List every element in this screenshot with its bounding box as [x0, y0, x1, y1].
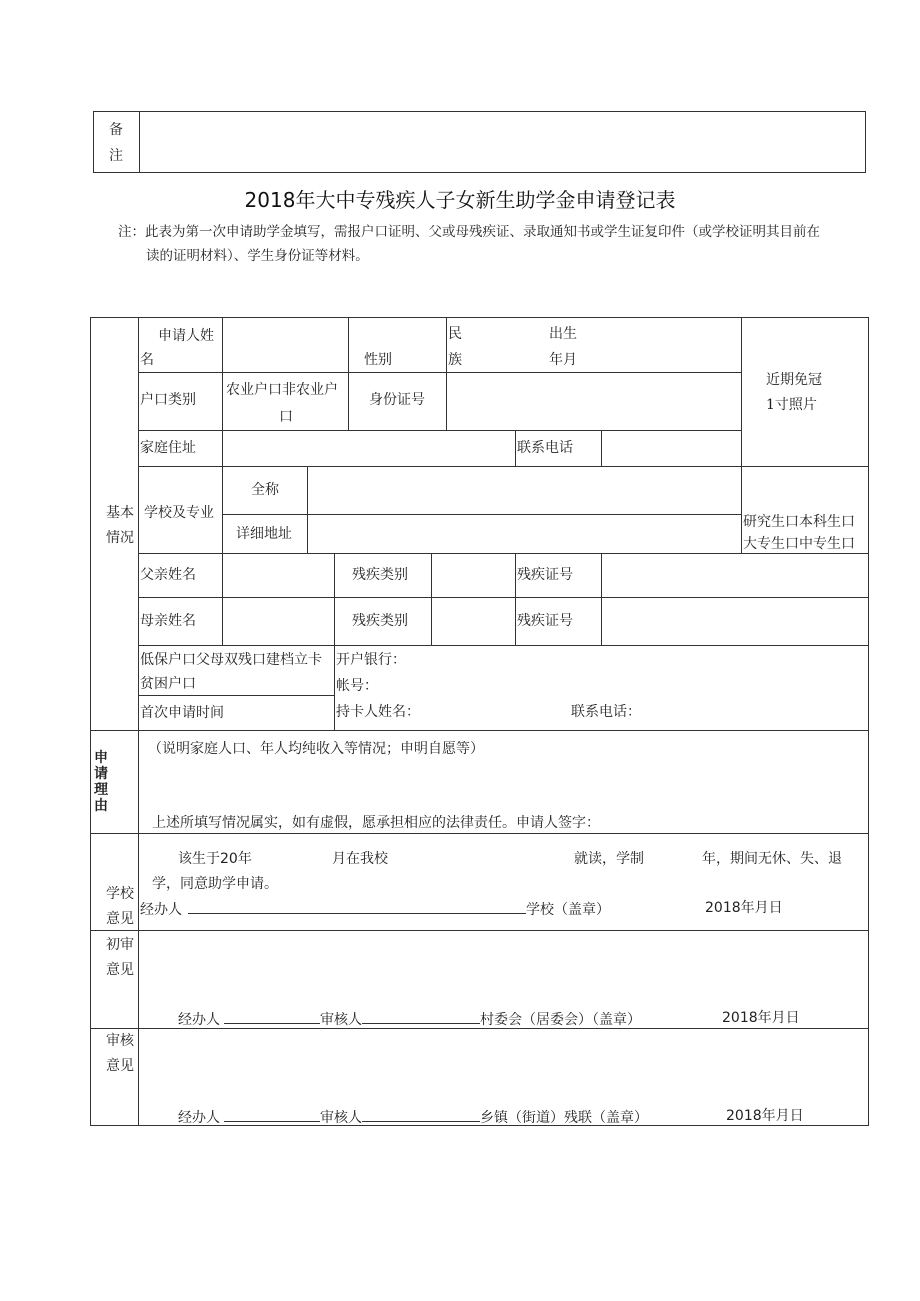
- bank-label: 开户银行：: [336, 652, 406, 668]
- divider-basic-end: [90, 730, 869, 731]
- vline-phone-label: [515, 430, 516, 466]
- applicant-name-label-2: 名: [140, 352, 154, 368]
- final-reviewer-signature-line[interactable]: [362, 1108, 480, 1122]
- mother-name-label: 母亲姓名: [140, 613, 196, 629]
- divider-low-income: [138, 695, 334, 696]
- initial-reviewer-signature-line[interactable]: [362, 1010, 480, 1024]
- low-income-options-2[interactable]: 贫困户口: [140, 676, 196, 692]
- initial-review-sign-row: [178, 1010, 641, 1029]
- initial-handler-label: 经办人: [178, 1012, 220, 1028]
- father-disability-cert-label: 残疾证号: [517, 567, 573, 583]
- education-level-options-1[interactable]: 研究生口本科生口: [743, 514, 855, 530]
- divider-school-inner: [222, 514, 741, 515]
- final-review-label-1: 审核: [106, 1033, 134, 1049]
- remarks-divider: [139, 111, 140, 173]
- education-level-options-2[interactable]: 大专生口中专生口: [743, 536, 855, 552]
- remarks-field[interactable]: [141, 113, 864, 171]
- mother-disability-cert-label: 残疾证号: [517, 613, 573, 629]
- divider-row4: [138, 553, 869, 554]
- school-opinion-text-a: 该生于20年: [178, 851, 252, 867]
- reason-label-4: 由: [94, 798, 108, 814]
- initial-review-label-1: 初审: [106, 937, 134, 953]
- school-handler-signature-line[interactable]: [188, 900, 526, 914]
- school-address-field[interactable]: [309, 516, 739, 551]
- father-disability-cert-field[interactable]: [603, 555, 867, 595]
- hukou-type-label: 户口类别: [140, 392, 196, 408]
- contact-phone-label: 联系电话: [517, 440, 573, 456]
- reason-label-2: 请: [94, 766, 108, 782]
- divider-row6: [138, 645, 869, 646]
- vline-school-label: [222, 466, 223, 553]
- contact-phone-field[interactable]: [603, 432, 739, 464]
- vline-ethnicity: [446, 317, 447, 430]
- mother-disability-cert-field[interactable]: [603, 599, 867, 643]
- initial-review-field[interactable]: [140, 932, 867, 1002]
- id-number-label: 身份证号: [369, 392, 425, 408]
- mother-name-field[interactable]: [224, 599, 332, 643]
- father-name-field[interactable]: [224, 555, 332, 595]
- ethnicity-label-2: 族: [448, 352, 462, 368]
- vline-phone-value: [601, 430, 602, 466]
- school-handler-label: 经办人: [140, 902, 182, 918]
- basic-section-label-1: 基本: [106, 505, 134, 521]
- reason-declaration: 上述所填写情况属实，如有虚假，愿承担相应的法律责任。申请人签字：: [152, 815, 600, 831]
- initial-handler-signature-line[interactable]: [224, 1010, 320, 1024]
- school-stamp-label: 学校（盖章）: [526, 902, 610, 918]
- basic-section-label-2: 情况: [106, 530, 134, 546]
- detailed-address-label: 详细地址: [236, 526, 292, 542]
- final-handler-signature-line[interactable]: [224, 1108, 320, 1122]
- vline-parent-name: [222, 553, 223, 645]
- mother-disability-type-field[interactable]: [433, 599, 513, 643]
- school-opinion-label-2: 意见: [106, 911, 134, 927]
- ethnicity-label-1: 民: [448, 326, 462, 342]
- initial-stamp-label: 村委会（居委会）（盖章）: [480, 1012, 641, 1028]
- initial-reviewer-label: 审核人: [320, 1012, 362, 1028]
- school-full-name-field[interactable]: [309, 468, 739, 512]
- final-review-field[interactable]: [140, 1030, 867, 1100]
- remarks-label-2: 注: [109, 148, 123, 164]
- school-opinion-text-d: 年，期间无休、失、退: [702, 851, 842, 867]
- final-reviewer-label: 审核人: [320, 1110, 362, 1126]
- first-apply-time-label: 首次申请时间: [140, 705, 224, 721]
- mother-disability-type-label: 残疾类别: [352, 613, 408, 629]
- father-disability-type-label: 残疾类别: [352, 567, 408, 583]
- photo-label-1: 近期免冠: [766, 372, 822, 388]
- vline-cert-value: [601, 553, 602, 645]
- vline-address-value: [222, 430, 223, 466]
- applicant-name-label-1: 申请人姓: [158, 328, 214, 344]
- school-opinion-handler: [140, 900, 610, 919]
- account-label: 帐号：: [336, 678, 378, 694]
- initial-review-date: 2018年月日: [722, 1010, 800, 1026]
- school-opinion-date: 2018年月日: [705, 900, 783, 916]
- school-opinion-label-1: 学校: [106, 886, 134, 902]
- birth-label-1: 出生: [549, 326, 577, 342]
- divider-row3: [138, 466, 869, 467]
- vline-disability-value: [431, 553, 432, 645]
- label-column-divider: [138, 317, 139, 1126]
- vline-name-value: [222, 317, 223, 430]
- divider-row5: [138, 597, 869, 598]
- vline-photo: [741, 317, 742, 553]
- applicant-name-field[interactable]: [224, 319, 346, 371]
- reason-label-1: 申: [94, 750, 108, 766]
- hukou-options-1[interactable]: 农业户口非农业户: [226, 382, 338, 398]
- photo-area[interactable]: [743, 319, 867, 465]
- home-address-field[interactable]: [224, 432, 513, 464]
- note-line-1: 注：此表为第一次申请助学金填写，需报户口证明、父或母残疾证、录取通知书或学生证复印件（或学校证明其目前在: [118, 224, 820, 240]
- reason-hint: （说明家庭人口、年人均纯收入等情况；申明自愿等）: [148, 741, 484, 757]
- id-number-field[interactable]: [448, 374, 739, 428]
- school-opinion-text-b: 月在我校: [332, 851, 388, 867]
- hukou-options-2[interactable]: 口: [279, 409, 293, 425]
- final-review-label-2: 意见: [106, 1058, 134, 1074]
- divider-reason-end: [90, 833, 869, 834]
- school-opinion-text-2: 学，同意助学申请。: [152, 876, 278, 892]
- birth-label-2: 年月: [549, 352, 577, 368]
- divider-school-end: [90, 930, 869, 931]
- card-holder-label: 持卡人姓名：: [336, 704, 420, 720]
- school-opinion-text-c: 就读，学制: [574, 851, 644, 867]
- initial-review-label-2: 意见: [106, 962, 134, 978]
- home-address-label: 家庭住址: [140, 440, 196, 456]
- divider-row2: [138, 430, 741, 431]
- low-income-options-1[interactable]: 低保户口父母双残口建档立卡: [140, 652, 322, 668]
- note-line-2: 读的证明材料）、学生身份证等材料。: [146, 248, 369, 264]
- vline-gender: [348, 317, 349, 430]
- school-major-label: 学校及专业: [144, 505, 214, 521]
- page-title: 2018年大中专残疾人子女新生助学金申请登记表: [244, 188, 676, 212]
- bank-contact-label: 联系电话：: [571, 704, 641, 720]
- father-name-label: 父亲姓名: [140, 567, 196, 583]
- final-review-date: 2018年月日: [726, 1108, 804, 1124]
- divider-row1: [138, 372, 741, 373]
- father-disability-type-field[interactable]: [433, 555, 513, 595]
- gender-label: 性别: [364, 352, 392, 368]
- final-review-sign-row: [178, 1108, 648, 1127]
- vline-cert-label: [515, 553, 516, 645]
- reason-field[interactable]: [140, 760, 867, 810]
- photo-label-2: 1寸照片: [766, 397, 817, 413]
- full-name-label: 全称: [251, 482, 279, 498]
- final-stamp-label: 乡镇（街道）残联（盖章）: [480, 1110, 648, 1126]
- vline-disability-type: [334, 553, 335, 730]
- remarks-label-1: 备: [109, 122, 123, 138]
- reason-label-3: 理: [94, 782, 108, 798]
- final-handler-label: 经办人: [178, 1110, 220, 1126]
- vline-school-sub: [307, 466, 308, 553]
